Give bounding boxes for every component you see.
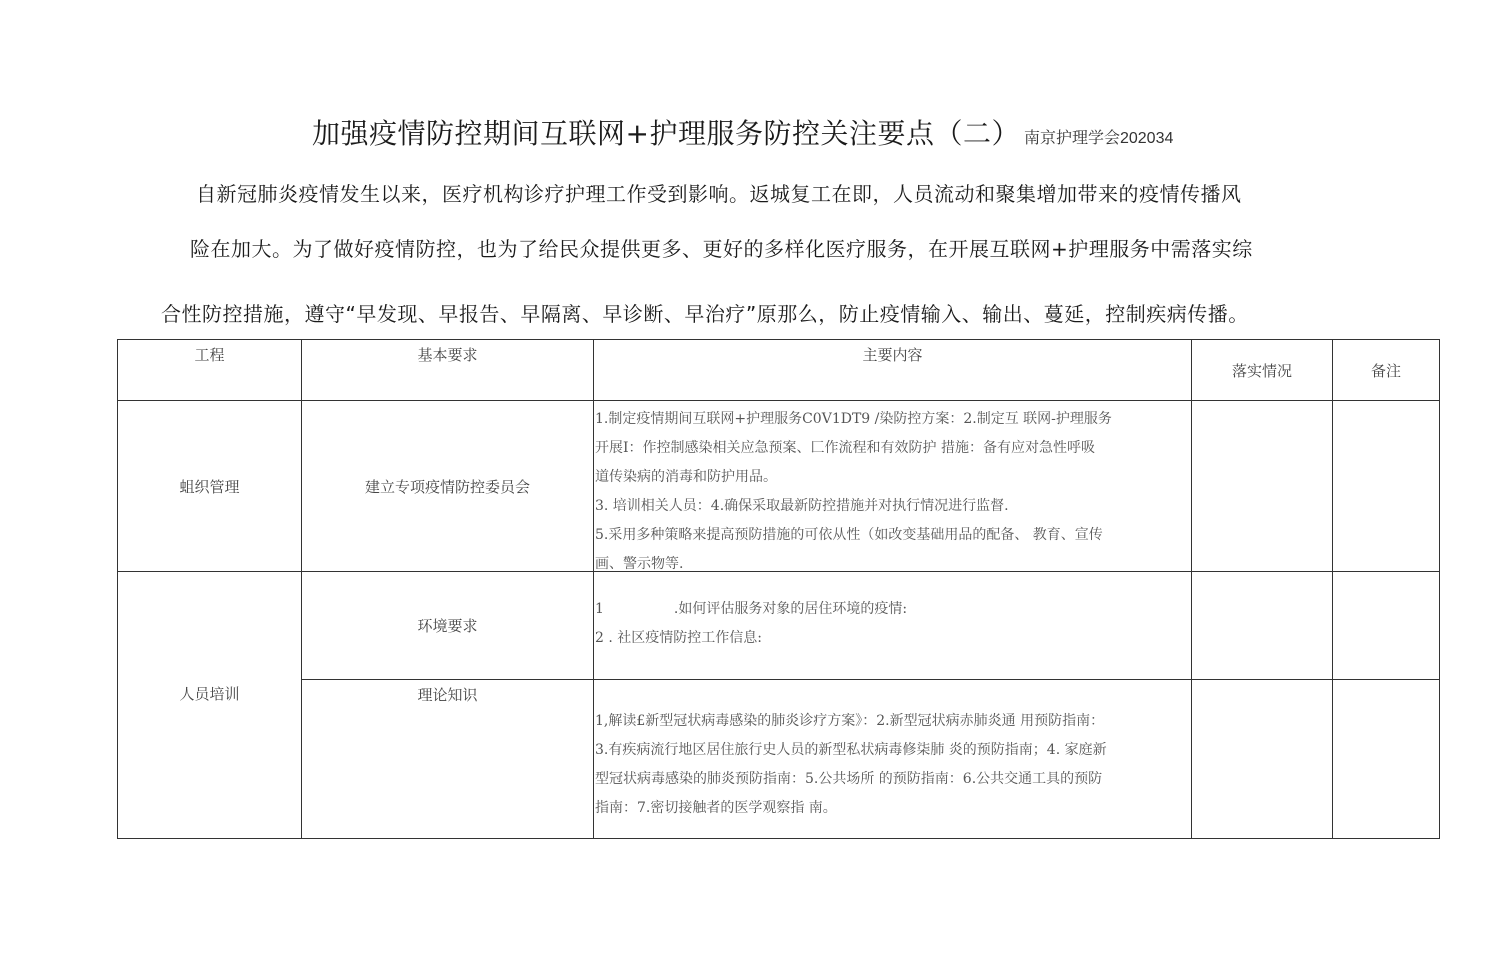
header-implementation-status: 落实情况 — [1192, 340, 1333, 401]
cell-implementation-status — [1192, 401, 1333, 572]
cell-main-content — [594, 680, 1192, 839]
page-subtitle: 南京护理学会202034 — [1023, 130, 1174, 147]
header-basic-requirement: 基本要求 — [302, 340, 594, 401]
content-line: 1,解读£新型冠状病毒感染的肺炎诊疗方案》：2.新型冠状病赤肺炎通 用预防指南： — [595, 713, 1105, 729]
content-line-number: 1 — [595, 601, 604, 617]
cell-note — [1333, 572, 1440, 680]
content-line: 1.制定疫情期间互联网+护理服务C0V1DT9 /染防控方案：2.制定互 联网-护理服务 — [595, 411, 1112, 427]
content-block — [594, 680, 1191, 823]
content-line: 画、警示物等. — [595, 556, 684, 571]
table-header-row — [118, 340, 1440, 401]
table-row — [118, 401, 1440, 572]
cell-basic-requirement: 环境要求 — [302, 572, 594, 680]
intro-paragraph-line-2: 险在加大。为了做好疫情防控，也为了给民众提供更多、更好的多样化医疗服务，在开展互联网+护理服务中需落实综 — [190, 237, 1253, 261]
cell-basic-requirement: 理论知识 — [302, 680, 594, 839]
page-title: 加强疫情防控期间互联网+护理服务防控关注要点（二） — [312, 117, 1020, 150]
content-line: 3.有疾病流行地区居住旅行史人员的新型私状病毒修柒肺 炎的预防指南；4. 家庭新 — [595, 742, 1107, 758]
table-row — [118, 572, 1440, 680]
content-line: 指南：7.密切接触者的医学观察指 南。 — [595, 800, 837, 816]
cell-note — [1333, 680, 1440, 839]
cell-main-content — [594, 572, 1192, 680]
content-block — [594, 401, 1191, 571]
content-line-text: .如何评估服务对象的居住环境的疫情: — [673, 601, 908, 617]
cell-implementation-status — [1192, 572, 1333, 680]
cell-project — [118, 572, 302, 839]
content-line: 2 . 社区疫情防控工作信息: — [595, 630, 762, 646]
content-line: 5.采用多种策略来提高预防措施的可依从性（如改变基础用品的配备、 教育、宣传 — [595, 527, 1103, 543]
content-block — [594, 572, 1191, 653]
content-line: 型冠状病毒感染的肺炎预防指南：5.公共场所 的预防指南：6.公共交通工具的预防 — [595, 771, 1103, 787]
content-line: 道传染病的消毒和防护用品。 — [595, 469, 777, 485]
intro-paragraph-line-1: 自新冠肺炎疫情发生以来，医疗机构诊疗护理工作受到影响。返城复工在即，人员流动和聚集增加带来的疫情传播风 — [196, 182, 1242, 206]
requirements-table — [117, 339, 1440, 839]
cell-project: 蛆织管理 — [118, 401, 302, 572]
content-line: 3. 培训相关人员：4.确保采取最新防控措施并对执行情况进行监督. — [595, 498, 1009, 514]
cell-project-label: 人员培训 — [179, 684, 240, 703]
header-main-content: 主要内容 — [594, 340, 1192, 401]
cell-note — [1333, 401, 1440, 572]
header-project: 工程 — [118, 340, 302, 401]
content-line — [595, 595, 1191, 624]
cell-basic-requirement: 建立专项疫情防控委员会 — [302, 401, 594, 572]
content-line: 开展I：作控制感染相关应急预案、匚作流程和有效防护 措施：备有应对急性呼吸 — [595, 440, 1095, 456]
title-line — [312, 112, 1173, 152]
table-row — [118, 680, 1440, 839]
intro-paragraph-line-3: 合性防控措施，遵守“早发现、早报告、早隔离、早诊断、早治疗”原那么，防止疫情输入、输出、蔓延，控制疾病传播。 — [161, 302, 1249, 326]
cell-main-content — [594, 401, 1192, 572]
header-note: 备注 — [1333, 340, 1440, 401]
cell-implementation-status — [1192, 680, 1333, 839]
